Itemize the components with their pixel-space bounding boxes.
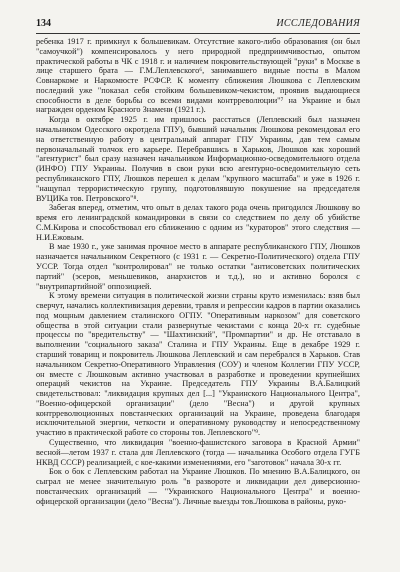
paragraph: Бок о бок с Леплевским работал на Украине Люшков. По мнению В.А.Балицкого, он сыграл не менее значительную роль "в развороте и ликвидации дел диверсионно-повстанческих организаций — "Украинского Национального Центра" и военно-офицерской организации (дело "Весна"). Личные выезды тов.Люшкова в районы, руко- <box>36 467 360 506</box>
article-body <box>36 37 360 507</box>
paragraph: К этому времени ситуация в политической жизни страны круто изменилась: взяв был сверчут, начались коллективизация деревни, травля и репрессии кадров в партии оказались под мощным давлением сталинского ОГПУ. "Оперативным наркозом" для советского общества в этой ситуации стали развернутые чекистами с конца 20-х гг. судебные процессы по "вредительству" — "Шахтинский", "Промпартии" и др. Не отставало в выполнении "социального заказа" Сталина и ГПУ Украины. Еще в декабре 1929 г. старший товарищ и покровитель Люшкова Леплевский и сам перебрался в Харьков. Став начальником Секретно-Оперативного Управления (СОУ) и членом Коллегии ГПУ УССР, он вместе с Люшковым активно участвовал в разработке и проведении крупнейших операций чекистов на Украине. Председатель ГПУ Украины В.А.Балицкий свидетельствовал: "ликвидация крупных дел [...] "Украинского Национального Центра", "Военно-офицерской организации" (дело "Весна") и другой крупных контрреволюционных повстанческих организаций на Украине, проведена благодаря исключительной энергии, четкости и оперативному руководству и непосредственному участию в практической работе со стороны тов. Леплевского"⁹. <box>36 291 360 438</box>
page-number: 134 <box>36 18 51 29</box>
paragraph: Когда в октябре 1925 г. им пришлось расстаться (Леплевский был назначен начальником Одесского окротдела ГПУ), бывший начальник Люшкова рекомендовал его на ответственную работу в центральный аппарат ГПУ Украины, дав тем самым первоначальный толчок его карьере. Перебравшись в Харьков, Люшков как хороший "агентурист" был сразу назначен начальником Информационно-осведомительного отдела (ИНФО) ГПУ Украины. Получив в свои руки всю агентурно-осведомительную сеть республиканского ГПУ, Люшков перешел к делам "крупного масштаба" и уже в 1926 г. "нащупал террористическую группу, подготовлявшую покушение на председателя ВУЦИКа тов. Петровского"⁸. <box>36 115 360 203</box>
paragraph: Существенно, что ликвидация "военно-фашистского заговора в Красной Армии" весной—летом 1937 г. стала для Леплевского (тогда — начальника Особого отдела ГУГБ НКВД СССР) реализацией, с кое-какими изменениями, его "заготовок" начала 30-х гг. <box>36 438 360 467</box>
paragraph: Забегая вперед, отметим, что опыт в делах такого рода очень пригодился Люшкову во время его ленинградской командировки в связи со следствием по делу об убийстве С.М.Кирова и способствовал его сближению с одним из "кураторов" этого следствия — Н.И.Ежовым. <box>36 203 360 242</box>
paragraph: В мае 1930 г., уже занимая прочное место в аппарате республиканского ГПУ, Люшков назначается начальником Секретного (с 1931 г. — Секретно-Политического) отдела ГПУ УССР. Тогда отдел "контролировал" не только остатки "антисоветских политических партий" (эсеров, меньшевиков, анархистов и т.д.), но и активно боролся с "внутрипартийной" оппозицией. <box>36 242 360 291</box>
paragraph: ребенка 1917 г. примкнул к большевикам. Отсутствие какого-либо образования (он был "самоучкой") компенсировалось у него природной предприимчивостью, опытом практической работы в ЧК с 1918 г. и наличием покровительствующей "руки" в Москве в лице старшего брата — Г.М.Леплевского⁶, занимавшего видные посты в Малом Совнаркоме и Наркомюсте РСФСР. К моменту сближения Люшкова с Леплевским последний уже "показал себя стойким большевиком-чекистом, проявив выдающиеся способности в деле борьбы со всеми видами контрреволюции"⁷ на Украине и был награжден орденом Красного Знамени (1921 г.). <box>36 37 360 115</box>
section-title: ИССЛЕДОВАНИЯ <box>276 18 360 29</box>
running-header <box>36 17 360 34</box>
